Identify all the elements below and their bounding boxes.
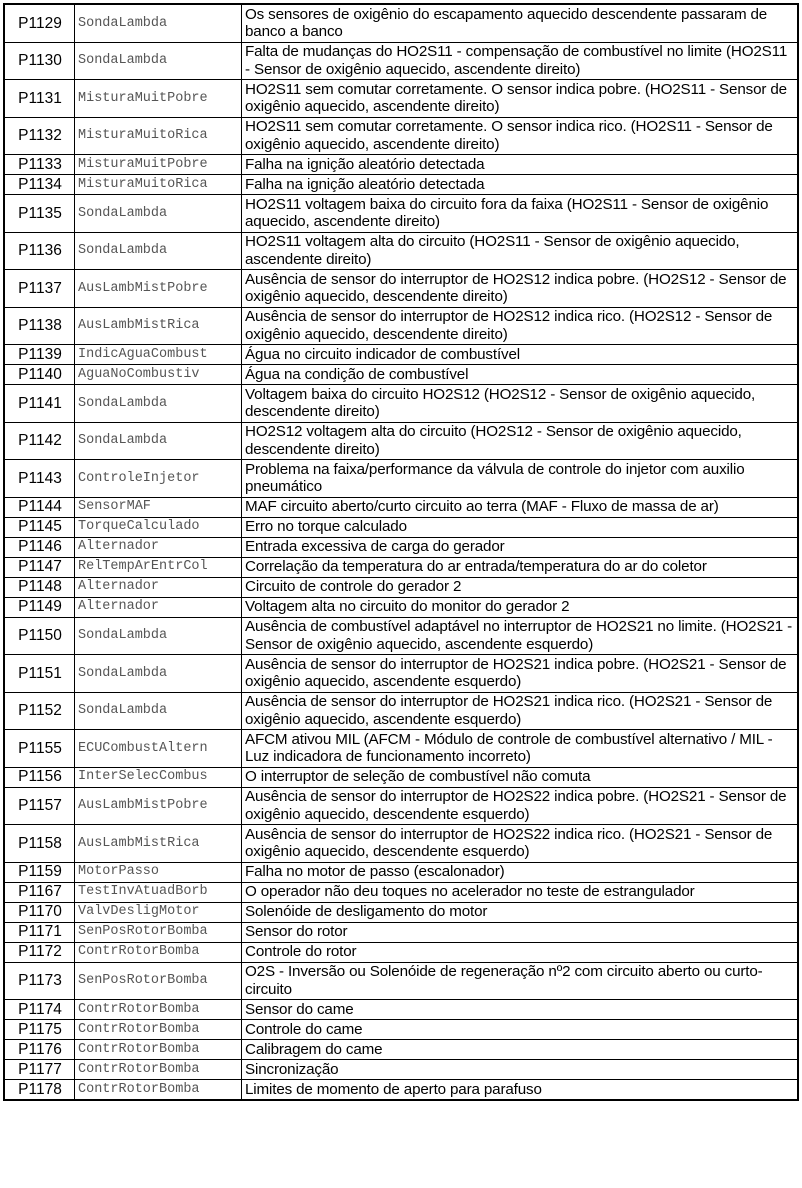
fault-code: P1152 [4,692,75,730]
fault-code: P1155 [4,730,75,768]
fault-description: HO2S11 sem comutar corretamente. O sensor indica pobre. (HO2S11 - Sensor de oxigênio aquecido, ascendente direito) [242,80,799,118]
table-row [4,517,798,537]
component-name: SensorMAF [75,497,242,517]
fault-description: Água na condição de combustível [242,365,799,385]
table-row [4,922,798,942]
fault-code: P1139 [4,345,75,365]
component-name: MisturaMuitoRica [75,175,242,195]
table-row [4,730,798,768]
fault-code: P1171 [4,922,75,942]
fault-code: P1135 [4,195,75,233]
fault-code: P1143 [4,460,75,498]
fault-description: Falha no motor de passo (escalonador) [242,862,799,882]
fault-code: P1133 [4,155,75,175]
fault-code: P1172 [4,942,75,962]
fault-description: Limites de momento de aperto para parafuso [242,1080,799,1101]
fault-description: HO2S11 voltagem alta do circuito (HO2S11 - Sensor de oxigênio aquecido, ascendente direito) [242,232,799,270]
table-row [4,497,798,517]
fault-description: Entrada excessiva de carga do gerador [242,537,799,557]
fault-code: P1145 [4,517,75,537]
fault-description: Erro no torque calculado [242,517,799,537]
fault-code: P1142 [4,422,75,460]
table-row [4,537,798,557]
fault-description: HO2S12 voltagem alta do circuito (HO2S12 - Sensor de oxigênio aquecido, descendente direito) [242,422,799,460]
component-name: ContrRotorBomba [75,1040,242,1060]
fault-description: Ausência de sensor do interruptor de HO2S22 indica pobre. (HO2S21 - Sensor de oxigênio aquecido, descendente esquerdo) [242,787,799,825]
table-row [4,385,798,423]
fault-code: P1158 [4,825,75,863]
table-row [4,1080,798,1101]
table-row [4,597,798,617]
component-name: ContrRotorBomba [75,1060,242,1080]
fault-description: Voltagem baixa do circuito HO2S12 (HO2S12 - Sensor de oxigênio aquecido, descendente direito) [242,385,799,423]
table-row [4,232,798,270]
fault-code: P1167 [4,882,75,902]
table-row [4,4,798,42]
fault-code: P1156 [4,767,75,787]
fault-description: O interruptor de seleção de combustível não comuta [242,767,799,787]
table-row [4,117,798,155]
table-row [4,155,798,175]
component-name: SondaLambda [75,692,242,730]
component-name: AusLambMistPobre [75,270,242,308]
table-row [4,175,798,195]
fault-description: Água no circuito indicador de combustível [242,345,799,365]
fault-code: P1137 [4,270,75,308]
fault-code: P1141 [4,385,75,423]
table-row [4,1020,798,1040]
component-name: SenPosRotorBomba [75,962,242,1000]
fault-code: P1130 [4,42,75,80]
component-name: AguaNoCombustiv [75,365,242,385]
fault-description: HO2S11 sem comutar corretamente. O sensor indica rico. (HO2S11 - Sensor de oxigênio aquecido, ascendente direito) [242,117,799,155]
component-name: RelTempArEntrCol [75,557,242,577]
fault-description: Voltagem alta no circuito do monitor do gerador 2 [242,597,799,617]
fault-description: Controle do came [242,1020,799,1040]
fault-description: Falha na ignição aleatório detectada [242,175,799,195]
table-row [4,557,798,577]
component-name: IndicAguaCombust [75,345,242,365]
fault-code: P1134 [4,175,75,195]
fault-code: P1174 [4,1000,75,1020]
fault-code: P1140 [4,365,75,385]
component-name: MisturaMuitPobre [75,80,242,118]
component-name: MisturaMuitoRica [75,117,242,155]
table-row [4,422,798,460]
component-name: ValvDesligMotor [75,902,242,922]
component-name: SondaLambda [75,42,242,80]
fault-code: P1151 [4,655,75,693]
fault-description: Sensor do came [242,1000,799,1020]
component-name: SondaLambda [75,385,242,423]
table-row [4,80,798,118]
component-name: MotorPasso [75,862,242,882]
fault-code: P1170 [4,902,75,922]
fault-description: Ausência de combustível adaptável no interruptor de HO2S21 no limite. (HO2S21 - Sensor de oxigênio aquecido, ascendente esquerdo) [242,617,799,655]
table-row [4,1000,798,1020]
component-name: AusLambMistRica [75,307,242,345]
fault-code: P1144 [4,497,75,517]
fault-code: P1177 [4,1060,75,1080]
fault-code: P1129 [4,4,75,42]
fault-description: Os sensores de oxigênio do escapamento aquecido descendente passaram de banco a banco [242,4,799,42]
fault-description: Ausência de sensor do interruptor de HO2S21 indica rico. (HO2S21 - Sensor de oxigênio aquecido, ascendente esquerdo) [242,692,799,730]
component-name: Alternador [75,537,242,557]
table-row [4,577,798,597]
table-row [4,825,798,863]
table-row [4,42,798,80]
fault-description: MAF circuito aberto/curto circuito ao terra (MAF - Fluxo de massa de ar) [242,497,799,517]
component-name: Alternador [75,597,242,617]
component-name: SenPosRotorBomba [75,922,242,942]
table-row [4,270,798,308]
table-row [4,655,798,693]
component-name: ContrRotorBomba [75,942,242,962]
component-name: ContrRotorBomba [75,1080,242,1101]
fault-description: Controle do rotor [242,942,799,962]
table-row [4,902,798,922]
fault-description: O2S - Inversão ou Solenóide de regeneração nº2 com circuito aberto ou curto-circuito [242,962,799,1000]
fault-code-table [3,3,799,1101]
component-name: MisturaMuitPobre [75,155,242,175]
fault-description: Ausência de sensor do interruptor de HO2S12 indica pobre. (HO2S12 - Sensor de oxigênio aquecido, descendente direito) [242,270,799,308]
table-row [4,1040,798,1060]
fault-description: Ausência de sensor do interruptor de HO2S21 indica pobre. (HO2S21 - Sensor de oxigênio aquecido, ascendente esquerdo) [242,655,799,693]
component-name: ECUCombustAltern [75,730,242,768]
fault-code-table-body [4,4,798,1100]
table-row [4,942,798,962]
component-name: SondaLambda [75,422,242,460]
fault-description: O operador não deu toques no acelerador no teste de estrangulador [242,882,799,902]
fault-code: P1150 [4,617,75,655]
component-name: AusLambMistPobre [75,787,242,825]
table-row [4,460,798,498]
table-row [4,862,798,882]
fault-description: HO2S11 voltagem baixa do circuito fora da faixa (HO2S11 - Sensor de oxigênio aquecido, ascendente direito) [242,195,799,233]
fault-description: Sensor do rotor [242,922,799,942]
table-row [4,617,798,655]
table-row [4,307,798,345]
fault-code: P1175 [4,1020,75,1040]
table-row [4,345,798,365]
table-row [4,195,798,233]
fault-code: P1178 [4,1080,75,1101]
component-name: TorqueCalculado [75,517,242,537]
component-name: ContrRotorBomba [75,1020,242,1040]
fault-code: P1138 [4,307,75,345]
component-name: ContrRotorBomba [75,1000,242,1020]
component-name: TestInvAtuadBorb [75,882,242,902]
component-name: SondaLambda [75,4,242,42]
fault-description: Ausência de sensor do interruptor de HO2S12 indica rico. (HO2S12 - Sensor de oxigênio aquecido, descendente direito) [242,307,799,345]
fault-description: Problema na faixa/performance da válvula de controle do injetor com auxilio pneumático [242,460,799,498]
fault-description: Sincronização [242,1060,799,1080]
fault-code: P1176 [4,1040,75,1060]
fault-code: P1132 [4,117,75,155]
fault-description: Correlação da temperatura do ar entrada/temperatura do ar do coletor [242,557,799,577]
fault-code: P1157 [4,787,75,825]
component-name: SondaLambda [75,232,242,270]
fault-description: Ausência de sensor do interruptor de HO2S22 indica rico. (HO2S21 - Sensor de oxigênio aquecido, descendente esquerdo) [242,825,799,863]
fault-code: P1148 [4,577,75,597]
fault-code: P1136 [4,232,75,270]
table-row [4,365,798,385]
table-row [4,692,798,730]
table-row [4,1060,798,1080]
component-name: SondaLambda [75,655,242,693]
component-name: SondaLambda [75,617,242,655]
fault-description: Circuito de controle do gerador 2 [242,577,799,597]
fault-code: P1159 [4,862,75,882]
fault-code: P1149 [4,597,75,617]
table-row [4,882,798,902]
fault-description: Falha na ignição aleatório detectada [242,155,799,175]
fault-description: Solenóide de desligamento do motor [242,902,799,922]
fault-description: Calibragem do came [242,1040,799,1060]
fault-code: P1173 [4,962,75,1000]
component-name: InterSelecCombus [75,767,242,787]
fault-code: P1146 [4,537,75,557]
table-row [4,787,798,825]
fault-description: AFCM ativou MIL (AFCM - Módulo de controle de combustível alternativo / MIL - Luz indicadora de funcionamento incorreto) [242,730,799,768]
fault-code: P1131 [4,80,75,118]
component-name: AusLambMistRica [75,825,242,863]
component-name: ControleInjetor [75,460,242,498]
table-row [4,767,798,787]
table-row [4,962,798,1000]
fault-code: P1147 [4,557,75,577]
component-name: Alternador [75,577,242,597]
fault-description: Falta de mudanças do HO2S11 - compensação de combustível no limite (HO2S11 - Sensor de oxigênio aquecido, ascendente direito) [242,42,799,80]
component-name: SondaLambda [75,195,242,233]
